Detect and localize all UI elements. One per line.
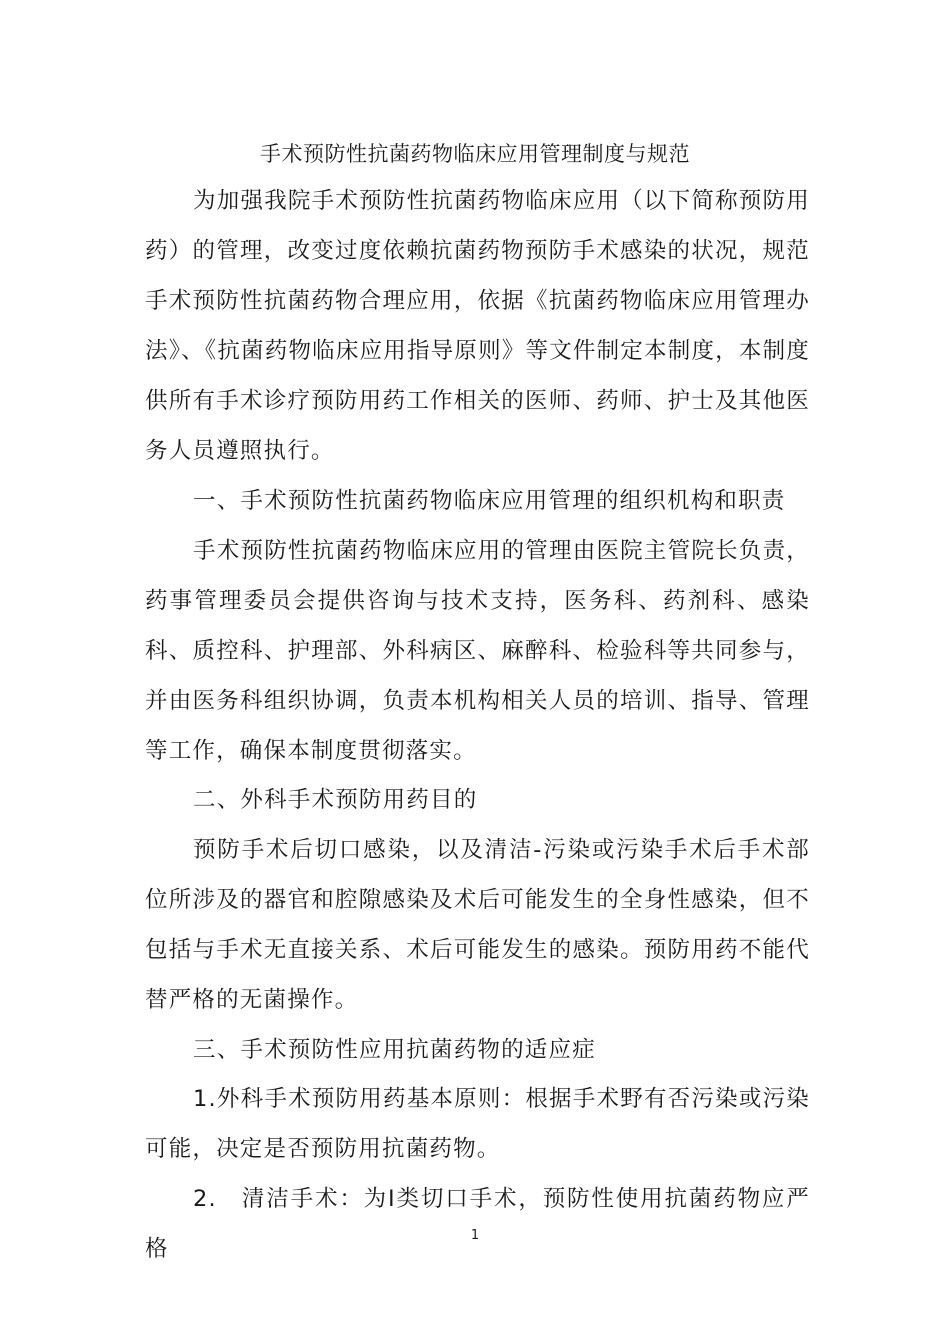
section-1-heading: 一、手术预防性抗菌药物临床应用管理的组织机构和职责 [193, 488, 786, 514]
document-title: 手术预防性抗菌药物临床应用管理制度与规范 [260, 142, 690, 166]
page-number: 1 [470, 1228, 480, 1243]
intro-paragraph: 为加强我院手术预防性抗菌药物临床应用（以下简称预防用药）的管理，改变过度依赖抗菌药物预防手术感染的状况，规范手术预防性抗菌药物合理应用，依据《抗菌药物临床应用管理办法》、《抗菌药物临床应用指导原则》等文件制定本制度，本制度供所有手术诊疗预防用药工作相关的医师、药师、护士及其他医务人员遵照执行。 [145, 188, 810, 464]
section-3-heading: 三、手术预防性应用抗菌药物的适应症 [193, 1037, 596, 1063]
section-3-item-1: 1.外科手术预防用药基本原则：根据手术野有否污染或污染可能，决定是否预防用抗菌药物。 [145, 1086, 810, 1162]
section-3-item-2: 2. 清洁手术：为Ⅰ类切口手术，预防性使用抗菌药物应严格 [145, 1186, 810, 1262]
section-2-paragraph: 预防手术后切口感染，以及清洁-污染或污染手术后手术部位所涉及的器官和腔隙感染及术后可能发生的全身性感染，但不包括与手术无直接关系、术后可能发生的感染。预防用药不能代替严格的无菌操作。 [145, 837, 810, 1013]
section-1-paragraph: 手术预防性抗菌药物临床应用的管理由医院主管院长负责，药事管理委员会提供咨询与技术支持，医务科、药剂科、感染科、质控科、护理部、外科病区、麻醉科、检验科等共同参与，并由医务科组织协调，负责本机构相关人员的培训、指导、管理等工作，确保本制度贯彻落实。 [145, 538, 810, 764]
section-2-heading: 二、外科手术预防用药目的 [193, 787, 478, 813]
